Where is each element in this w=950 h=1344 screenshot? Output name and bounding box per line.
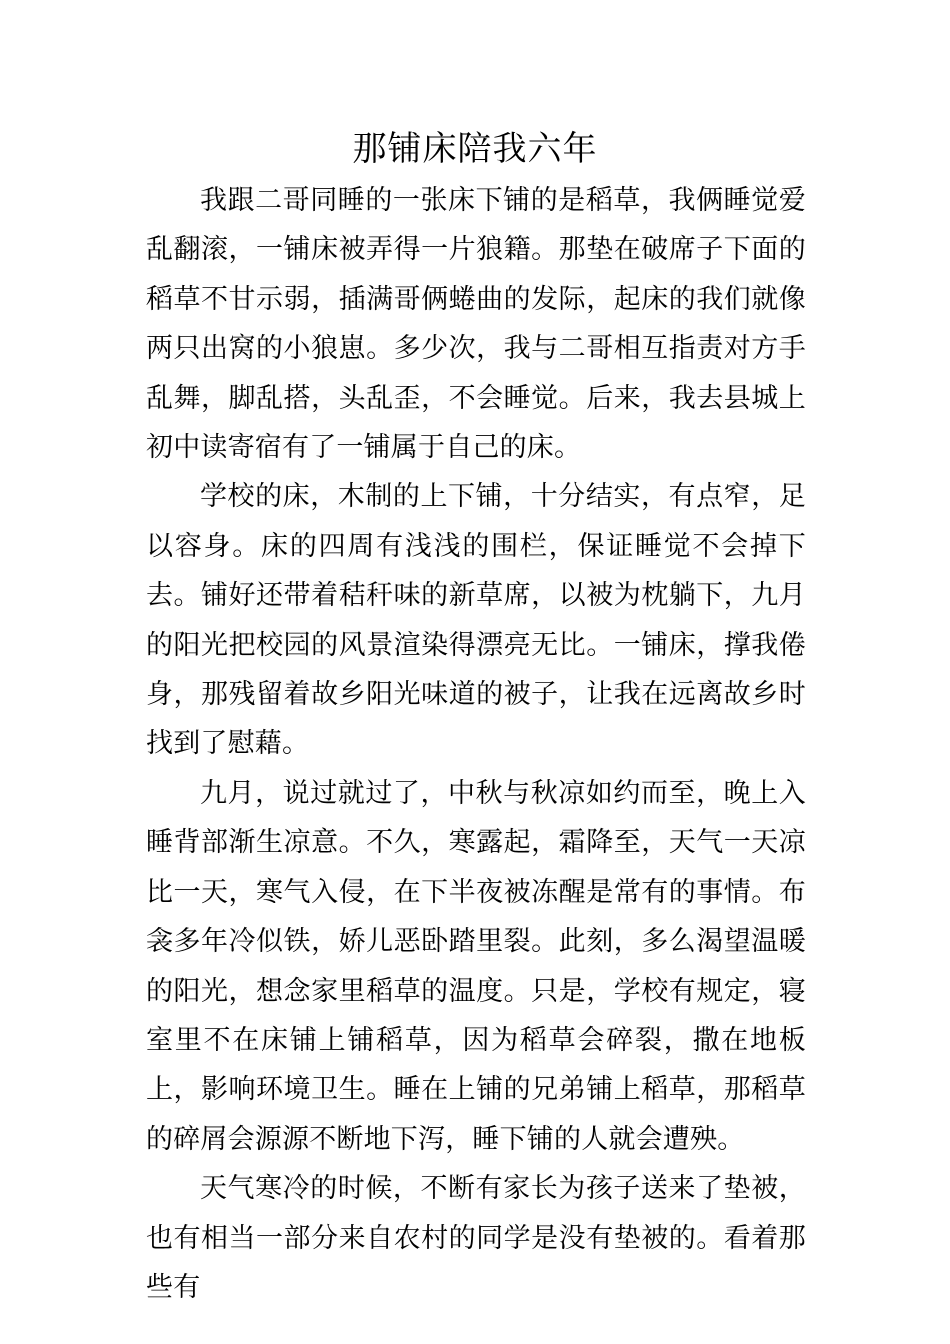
paragraph-3: 九月，说过就过了，中秋与秋凉如约而至，晚上入睡背部渐生凉意。不久，寒露起，霜降至，天气一天凉比一天，寒气入侵，在下半夜被冻醒是常有的事情。布衾多年冷似铁，娇儿恶卧踏里裂。此刻，多么渴望温暖的阳光，想念家里稻草的温度。只是，学校有规定，寝室里不在床铺上铺稻草，因为稻草会碎裂，撒在地板上，影响环境卫生。睡在上铺的兄弟铺上稻草，那稻草的碎屑会源源不断地下泻，睡下铺的人就会遭殃。 [146,777,806,1155]
document-title: 那铺床陪我六年 [352,129,598,169]
document-body [146,176,806,1312]
paragraph-4: 天气寒冷的时候，不断有家长为孩子送来了垫被，也有相当一部分来自农村的同学是没有垫被的。看着那些有 [146,1173,806,1303]
paragraph-1: 我跟二哥同睡的一张床下铺的是稻草，我俩睡觉爱乱翻滚，一铺床被弄得一片狼籍。那垫在破席子下面的稻草不甘示弱，插满哥俩蜷曲的发际，起床的我们就像两只出窝的小狼崽。多少次，我与二哥相互指责对方手乱舞，脚乱搭，头乱歪，不会睡觉。后来，我去县城上初中读寄宿有了一铺属于自己的床。 [146,185,806,464]
paragraph-2: 学校的床，木制的上下铺，十分结实，有点窄，足以容身。床的四周有浅浅的围栏，保证睡觉不会掉下去。铺好还带着秸秆味的新草席，以被为枕躺下，九月的阳光把校园的风景渲染得漂亮无比。一铺床，撑我倦身，那残留着故乡阳光味道的被子，让我在远离故乡时找到了慰藉。 [146,481,806,760]
